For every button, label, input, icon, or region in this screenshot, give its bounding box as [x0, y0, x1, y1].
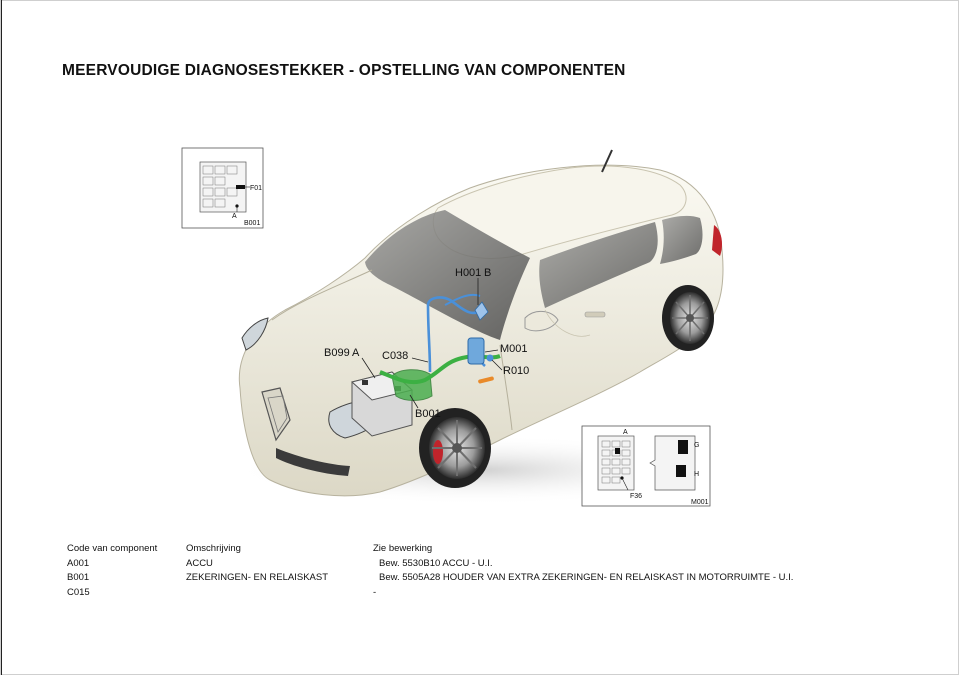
inset-b001-fuse-label: F01: [250, 185, 263, 192]
table-header-ref: Zie bewerking: [373, 543, 433, 554]
label-h001: H001: [455, 267, 482, 279]
inset-m001-diagram: [582, 426, 710, 506]
label-h001-letter: B: [484, 267, 492, 279]
inset-b001-diagram: [182, 148, 263, 228]
table-header-code: Code van component: [67, 543, 158, 554]
inset-m001-fuse-label: F36: [630, 493, 643, 500]
label-r010: R010: [503, 365, 530, 377]
label-m001: M001: [500, 343, 528, 355]
table-cell-code: A001: [67, 558, 90, 569]
table-cell-desc: ZEKERINGEN- EN RELAISKAST: [186, 572, 329, 583]
table-cell-code: B001: [67, 572, 90, 583]
inset-b001-letter: A: [232, 213, 237, 220]
front-wheel: [419, 408, 491, 488]
table-cell-desc: ACCU: [186, 558, 213, 569]
table-cell-ref: -: [373, 587, 377, 598]
label-b099: B099: [324, 347, 350, 359]
label-b099-letter: A: [352, 347, 360, 359]
page-title: MEERVOUDIGE DIAGNOSESTEKKER - OPSTELLING VAN COMPONENTEN: [62, 62, 626, 79]
table-cell-code: C015: [67, 587, 90, 598]
inset-b001-code: B001: [244, 220, 261, 227]
label-b001: B001: [415, 408, 441, 420]
inset-m001-letter-h: H: [694, 471, 700, 478]
table-cell-ref: Bew. 5505A28 HOUDER VAN EXTRA ZEKERINGEN- EN RELAISKAST IN MOTORRUIMTE - U.I.: [379, 572, 794, 583]
table-header-desc: Omschrijving: [186, 543, 241, 554]
fuse-box-b001: [392, 370, 432, 401]
inset-m001-letter-a: A: [623, 429, 628, 436]
table-cell-ref: Bew. 5530B10 ACCU - U.I.: [379, 558, 493, 569]
label-c038: C038: [382, 350, 409, 362]
rear-wheel: [662, 285, 714, 351]
inset-m001-code: M001: [691, 499, 709, 506]
inset-m001-letter-g: G: [694, 442, 700, 449]
